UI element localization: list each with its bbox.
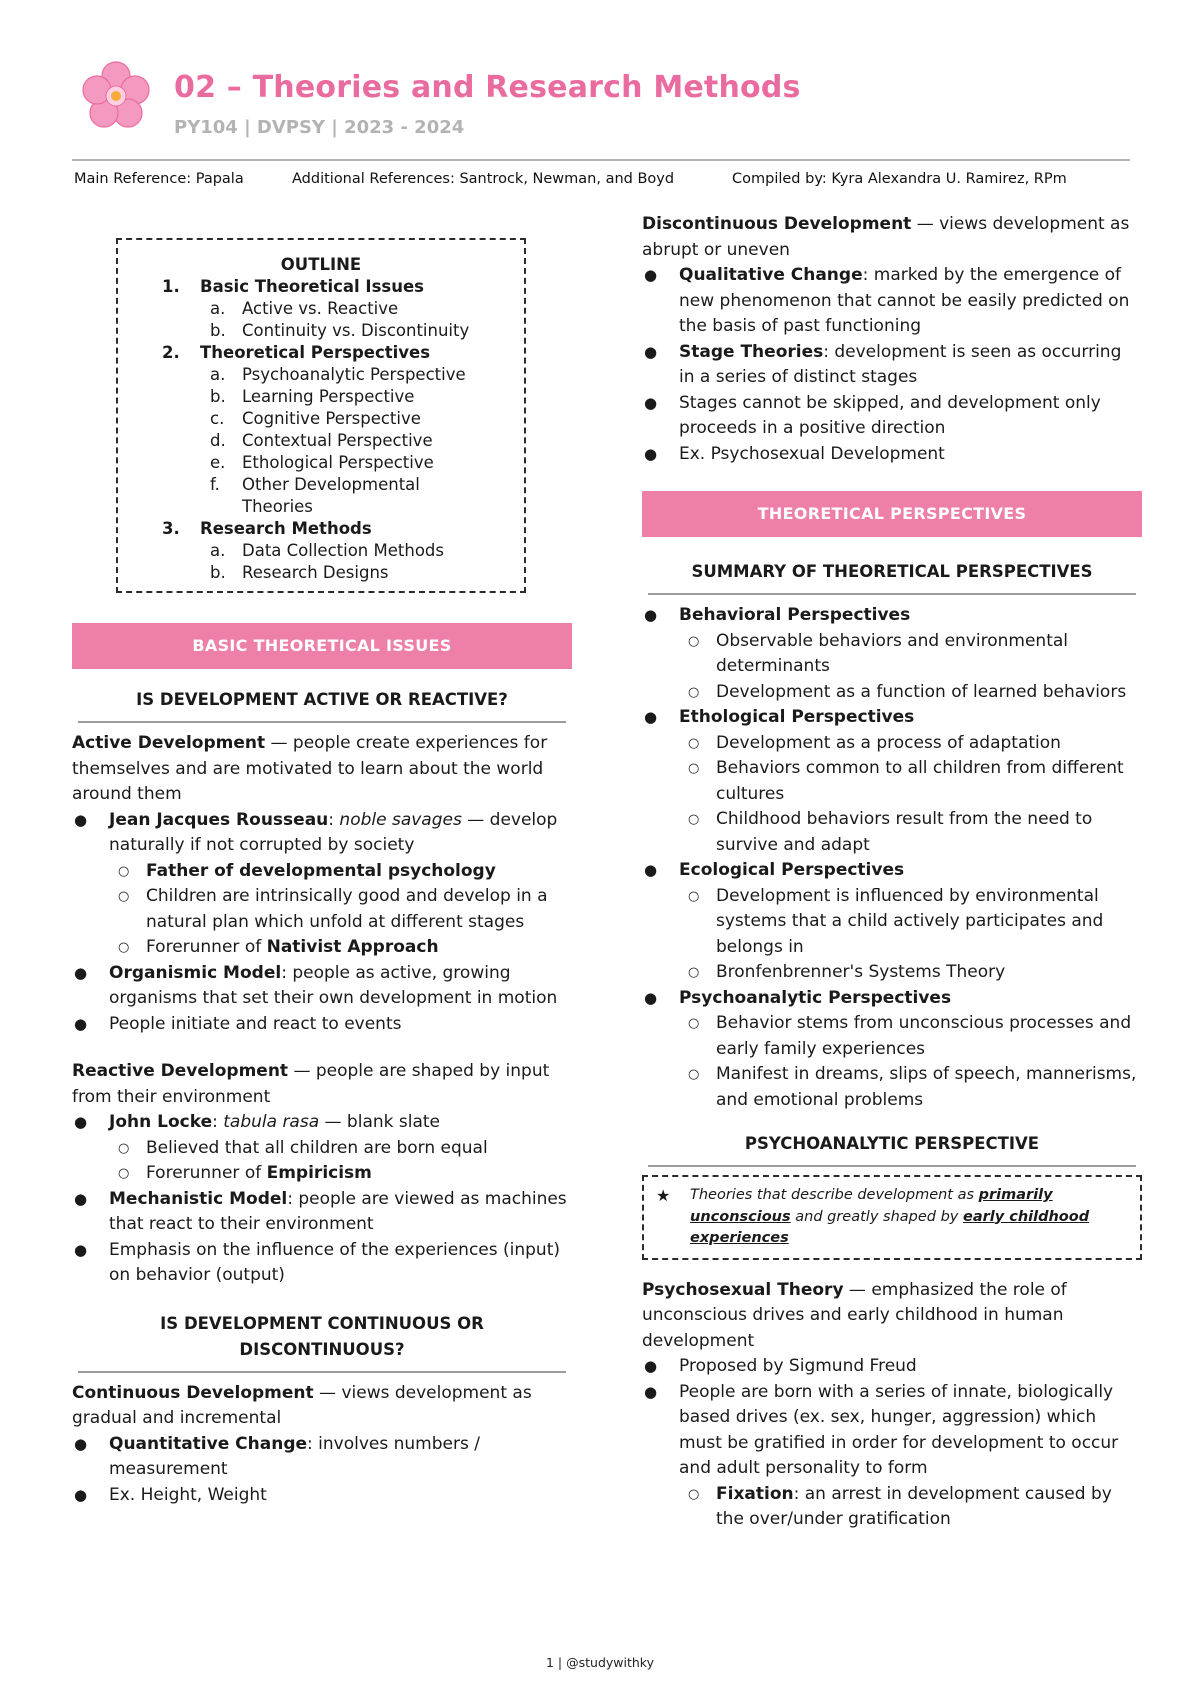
- discontinuous-development-paragraph: Discontinuous Development — views development as abrupt or uneven: [642, 214, 1130, 260]
- list-item: ● Proposed by Sigmund Freud: [642, 1354, 1142, 1380]
- main-reference: Main Reference: Papala: [74, 171, 244, 187]
- list-item: ● Organismic Model: people as active, growing organisms that set their own development in motion: [72, 961, 572, 1012]
- continuous-development-list: [72, 1432, 572, 1509]
- outline-item: b. Learning Perspective: [210, 387, 415, 406]
- reactive-development-list: [72, 1110, 572, 1289]
- heading-psychoanalytic-perspective: PSYCHOANALYTIC PERSPECTIVE: [744, 1134, 1040, 1153]
- list-item: ● Ex. Psychosexual Development: [642, 442, 1142, 468]
- outline-item: b. Continuity vs. Discontinuity: [210, 321, 470, 340]
- outline-item: d. Contextual Perspective: [210, 431, 433, 450]
- heading-divider: [78, 1371, 566, 1373]
- list-item: ○ Bronfenbrenner's Systems Theory: [642, 960, 1142, 986]
- outline-heading: OUTLINE: [280, 255, 362, 274]
- outline-item: e. Ethological Perspective: [210, 453, 434, 472]
- list-item: ● Qualitative Change: marked by the emergence of new phenomenon that cannot be easily predicted on the basis of past functioning: [642, 263, 1142, 340]
- heading-divider: [78, 721, 566, 723]
- additional-references: Additional References: Santrock, Newman, and Boyd: [292, 171, 675, 187]
- outline-item: a. Active vs. Reactive: [210, 299, 399, 318]
- section-bar-theoretical-perspectives: THEORETICAL PERSPECTIVES: [642, 491, 1142, 537]
- list-item: ○ Behavior stems from unconscious processes and early family experiences: [642, 1011, 1142, 1062]
- list-item: ○ Childhood behaviors result from the need to survive and adapt: [642, 807, 1142, 858]
- list-item: ● Stages cannot be skipped, and development only proceeds in a positive direction: [642, 391, 1142, 442]
- list-item: ○ Fixation: an arrest in development caused by the over/under gratification: [642, 1482, 1142, 1533]
- list-item: ● Mechanistic Model: people are viewed as machines that react to their environment: [72, 1187, 572, 1238]
- list-item: ● Jean Jacques Rousseau: noble savages — develop naturally if not corrupted by society: [72, 808, 572, 859]
- list-item: ○ Manifest in dreams, slips of speech, mannerisms, and emotional problems: [642, 1062, 1142, 1113]
- list-item: ● Ex. Height, Weight: [72, 1483, 572, 1509]
- list-item: ● People initiate and react to events: [72, 1012, 572, 1038]
- list-item: ○ Development is influenced by environmental systems that a child actively participates and belongs in: [642, 884, 1142, 961]
- list-item: ● Stage Theories: development is seen as occurring in a series of distinct stages: [642, 340, 1142, 391]
- list-item: ○ Father of developmental psychology: [72, 859, 572, 885]
- heading-summary-theoretical-perspectives: SUMMARY OF THEORETICAL PERSPECTIVES: [691, 562, 1093, 581]
- list-item: ○ Believed that all children are born equal: [72, 1136, 572, 1162]
- course-subtitle: PY104 | DVPSY | 2023 - 2024: [174, 117, 465, 138]
- star-icon: ★: [656, 1186, 671, 1205]
- heading-continuity: IS DEVELOPMENT CONTINUOUS OR DISCONTINUOUS?: [160, 1313, 484, 1359]
- active-development-paragraph: Active Development — people create experiences for themselves and are motivated to learn about the world around them: [72, 733, 548, 804]
- flower-logo-icon: [80, 60, 152, 132]
- list-item: ● People are born with a series of innate, biologically based drives (ex. sex, hunger, aggression) which must be gratified in order for development to occur and adult personality to form: [642, 1380, 1142, 1482]
- page-title: 02 – Theories and Research Methods: [174, 70, 801, 105]
- outline-box: [116, 238, 526, 593]
- left-column: [72, 623, 572, 1508]
- outline-item: a. Psychoanalytic Perspective: [210, 365, 466, 384]
- right-column: [642, 212, 1142, 1533]
- list-item: ● John Locke: tabula rasa — blank slate: [72, 1110, 572, 1136]
- heading-divider: [648, 593, 1136, 595]
- psychosexual-theory-paragraph: Psychosexual Theory — emphasized the role of unconscious drives and early childhood in human development: [642, 1279, 1067, 1351]
- outline-section: 1. Basic Theoretical Issues: [162, 277, 424, 296]
- list-item: ● Psychoanalytic Perspectives: [642, 986, 1142, 1012]
- continuous-development-paragraph: Continuous Development — views development as gradual and incremental: [72, 1382, 532, 1428]
- heading-active-reactive: IS DEVELOPMENT ACTIVE OR REACTIVE?: [136, 690, 508, 709]
- list-item: ○ Observable behaviors and environmental determinants: [642, 629, 1142, 680]
- outline-section: 3. Research Methods: [162, 519, 372, 538]
- list-item: ○ Children are intrinsically good and develop in a natural plan which unfold at different stages: [72, 884, 572, 935]
- outline-item: a. Data Collection Methods: [210, 541, 444, 560]
- outline-section: 2. Theoretical Perspectives: [162, 343, 431, 362]
- list-item: ○ Development as a process of adaptation: [642, 731, 1142, 757]
- reactive-development-paragraph: Reactive Development — people are shaped by input from their environment: [72, 1061, 550, 1107]
- list-item: ● Emphasis on the influence of the experiences (input) on behavior (output): [72, 1238, 572, 1289]
- outline-item: f. Other Developmental Theories: [210, 475, 420, 516]
- section-bar-basic-theoretical-issues: BASIC THEORETICAL ISSUES: [72, 623, 572, 669]
- list-item: ○ Forerunner of Empiricism: [72, 1161, 572, 1187]
- header-divider: [72, 159, 1130, 161]
- list-item: ○ Development as a function of learned behaviors: [642, 680, 1142, 706]
- list-item: ● Behavioral Perspectives: [642, 603, 1142, 629]
- list-item: ○ Behaviors common to all children from different cultures: [642, 756, 1142, 807]
- list-item: ○ Forerunner of Nativist Approach: [72, 935, 572, 961]
- list-item: ● Ecological Perspectives: [642, 858, 1142, 884]
- discontinuous-development-list: [642, 263, 1142, 467]
- active-development-list: [72, 808, 572, 1038]
- summary-perspectives-list: [642, 603, 1142, 1113]
- psychosexual-theory-list: [642, 1354, 1142, 1533]
- outline-item: c. Cognitive Perspective: [210, 409, 421, 428]
- list-item: ● Quantitative Change: involves numbers / measurement: [72, 1432, 572, 1483]
- key-note-box: ★ Theories that describe development as primarily unconscious and greatly shaped by early childhood experiences: [642, 1175, 1142, 1260]
- outline-item: b. Research Designs: [210, 563, 389, 582]
- heading-divider: [648, 1165, 1136, 1167]
- compiled-by: Compiled by: Kyra Alexandra U. Ramirez, RPm: [732, 171, 1067, 187]
- list-item: ● Ethological Perspectives: [642, 705, 1142, 731]
- page-footer: 1 | @studywithky: [546, 1655, 654, 1670]
